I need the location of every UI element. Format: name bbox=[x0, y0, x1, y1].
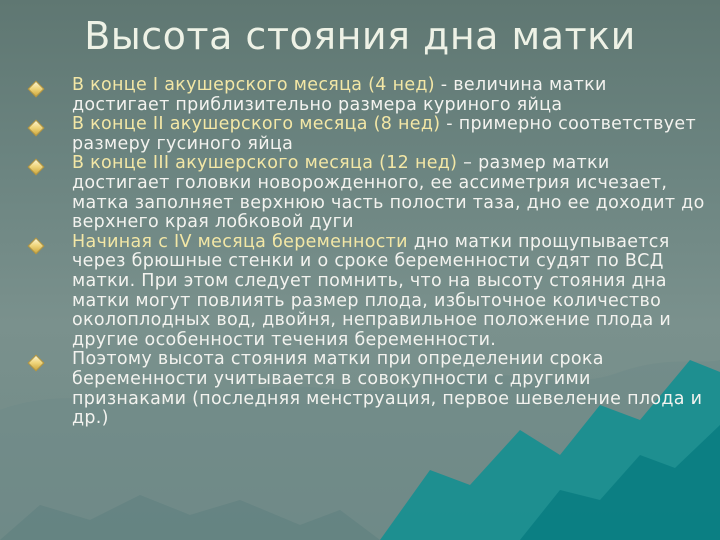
list-item-text bbox=[72, 233, 710, 351]
list-item-lead: Начиная с IV месяца беременности bbox=[72, 231, 408, 252]
list-item-rest: - величина матки достигает приблизительно размера куриного яйца bbox=[72, 75, 607, 115]
list-item-text bbox=[72, 154, 710, 232]
diamond-bullet-icon bbox=[28, 237, 45, 254]
list-item bbox=[20, 233, 710, 351]
diamond-bullet-icon bbox=[28, 355, 45, 372]
diamond-bullet-icon bbox=[28, 159, 45, 176]
list-item-rest: Поэтому высота стояния матки при определении срока беременности учитывается в совокупности с другими признаками (последняя менструация, первое шевеление плода и др.) bbox=[72, 349, 703, 429]
slide-title: Высота стояния дна матки bbox=[84, 14, 636, 58]
list-item-lead: В конце II акушерского месяца (8 нед) bbox=[72, 114, 441, 135]
list-item-rest: – размер матки достигает головки новорожденного, ее ассиметрия исчезает, матка заполняет верхнюю часть полости таза, дно ее доходит до верхнего края лобковой дуги bbox=[72, 153, 705, 233]
list-item-lead: В конце III акушерского месяца (12 нед) bbox=[72, 153, 458, 174]
list-item bbox=[20, 350, 710, 428]
list-item-lead: В конце I акушерского месяца (4 нед) bbox=[72, 75, 435, 95]
list-item bbox=[20, 115, 710, 154]
diamond-bullet-icon bbox=[28, 120, 45, 137]
list-item-text bbox=[72, 115, 710, 154]
bullet-list bbox=[20, 76, 710, 429]
list-item-rest: дно матки прощупывается через брюшные стенки и о сроке беременности судят по ВСД матки. При этом следует помнить, что на высоту стояния дна матки могут повлиять размер плода, избыточное количество околоплодных вод, двойня, неправильное положение плода и другие особенности течения беременности. bbox=[72, 231, 672, 350]
list-item-text bbox=[72, 76, 710, 115]
list-item bbox=[20, 154, 710, 232]
list-item-text bbox=[72, 350, 710, 428]
diamond-bullet-icon bbox=[28, 81, 45, 98]
list-item bbox=[20, 76, 710, 115]
list-item-rest: - примерно соответствует размеру гусиного яйца bbox=[72, 114, 696, 154]
